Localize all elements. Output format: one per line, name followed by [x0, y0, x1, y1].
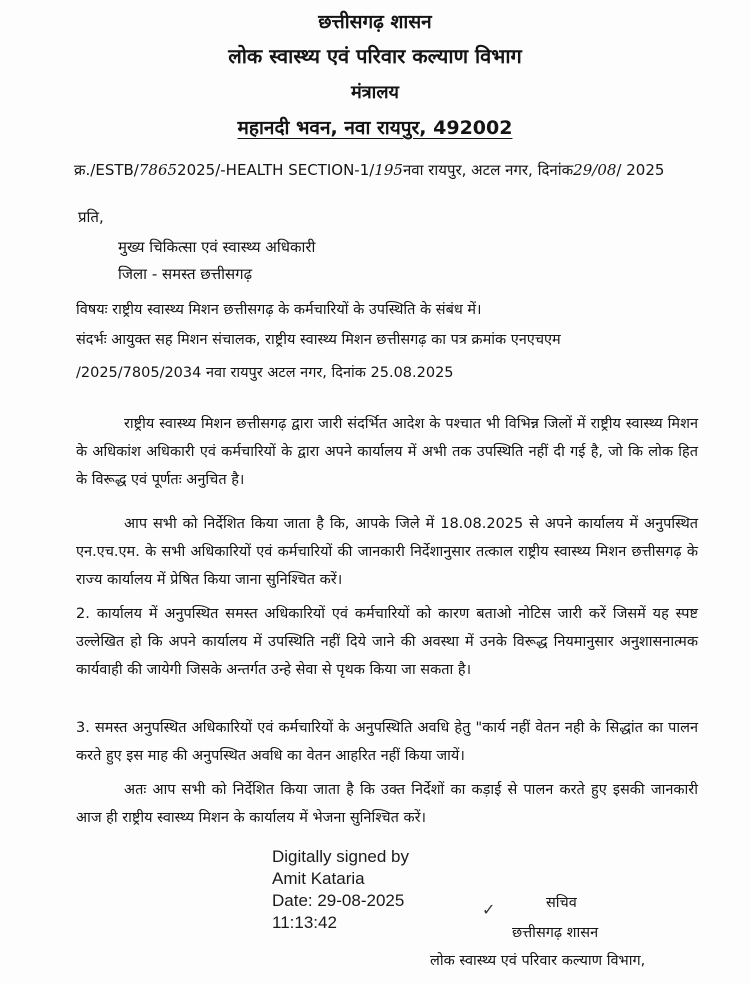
ref-place: नवा रायपुर, अटल नगर, दिनांक	[402, 161, 574, 179]
reference-line-1: संदर्भः आयुक्त सह मिशन संचालक, राष्ट्रीय स्वास्थ्य मिशन छत्तीसगढ़ का पत्र क्रमांक एनएचएम	[76, 332, 561, 348]
body-paragraph-2: आप सभी को निर्देशित किया जाता है कि, आपके जिले में 18.08.2025 से अपने कार्यालय में अनुपस्थित एन.एच.एम. के सभी अधिकारियों एवं कर्मचारियों की जानकारी निर्देशानुसार तत्काल राष्ट्रीय स्वास्थ्य मिशन छत्तीसगढ़ के राज्य कार्यालय में प्रेषित किया जाना सुनिश्चित करें।	[76, 516, 698, 588]
signatory-government: छत्तीसगढ़ शासन	[512, 925, 599, 941]
body-paragraph-1: राष्ट्रीय स्वास्थ्य मिशन छत्तीसगढ़ द्वारा जारी संदर्भित आदेश के पश्चात भी विभिन्न जिलों में राष्ट्रीय स्वास्थ्य मिशन के अधिकांश अधिकारी एवं कर्मचारियों के द्वारा अपने कार्यालय में अभी तक उपस्थिति नहीं दी गई है, जो कि लोक हित के विरूद्ध एवं पूर्णतः अनुचित है।	[76, 416, 698, 488]
ref-handwritten-number: 7865	[138, 161, 178, 179]
signatory-department: लोक स्वास्थ्य एवं परिवार कल्याण विभाग,	[430, 953, 646, 969]
body-paragraph-5: अतः आप सभी को निर्देशित किया जाता है कि उक्त निर्देशों का कड़ाई से पालन करते हुए इसकी जानकारी आज ही राष्ट्रीय स्वास्थ्य मिशन के कार्यालय में भेजना सुनिश्चित करें।	[76, 782, 698, 826]
reference-line-2: /2025/7805/2034 नवा रायपुर अटल नगर, दिनांक 25.08.2025	[76, 365, 454, 381]
body-paragraph-4: 3. समस्त अनुपस्थित अधिकारियों एवं कर्मचारियों के अनुपस्थिति अवधि हेतु "कार्य नहीं वेतन नही के सिद्धांत का पालन करते हुए इस माह की अनुपस्थित अवधि का वेतन आहरित नहीं किया जायें।	[76, 720, 698, 764]
header-government: छत्तीसगढ़ शासन	[318, 11, 432, 33]
ref-handwritten-date: 29/08	[573, 161, 617, 179]
signature-check-icon: ✓	[482, 900, 496, 919]
ref-handwritten-section: 195	[374, 161, 403, 179]
subject-line: विषयः राष्ट्रीय स्वास्थ्य मिशन छत्तीसगढ़ के कर्मचारियों के उपस्थिति के संबंध में।	[76, 302, 482, 318]
signature-line-1: Digitally signed by	[272, 847, 410, 866]
ref-middle: 2025/-HEALTH SECTION-1/	[177, 161, 375, 179]
reference-number-line	[74, 160, 664, 180]
signatory-designation: सचिव	[546, 895, 577, 911]
header-address-text: महानदी भवन, नवा रायपुर, 492002	[237, 117, 513, 139]
recipient-designation: मुख्य चिकित्सा एवं स्वास्थ्य अधिकारी	[118, 238, 316, 256]
header-address	[0, 114, 750, 140]
signature-name: Amit Kataria	[272, 869, 365, 888]
signature-date: Date: 29-08-2025	[272, 891, 405, 910]
ref-year: / 2025	[616, 161, 665, 179]
signature-time: 11:13:42	[272, 913, 337, 932]
digital-signature-block	[272, 846, 409, 934]
header-department: लोक स्वास्थ्य एवं परिवार कल्याण विभाग	[228, 44, 522, 68]
header-ministry: मंत्रालय	[350, 82, 399, 103]
recipient-district: जिला - समस्त छत्तीसगढ़	[118, 265, 253, 283]
salutation-prati: प्रति,	[78, 208, 104, 226]
ref-prefix: क्र./ESTB/	[74, 161, 139, 179]
body-paragraph-3: 2. कार्यालय में अनुपस्थित समस्त अधिकारियों एवं कर्मचारियों को कारण बताओ नोटिस जारी करें जिसमें यह स्पष्ट उल्लेखित हो कि अपने कार्यालय में उपस्थिति नहीं दिये जाने की अवस्था में उनके विरूद्ध नियमानुसार अनुशासनात्मक कार्यवाही की जायेगी जिसके अन्तर्गत उन्हे सेवा से पृथक किया जा सकता है।	[76, 606, 698, 678]
